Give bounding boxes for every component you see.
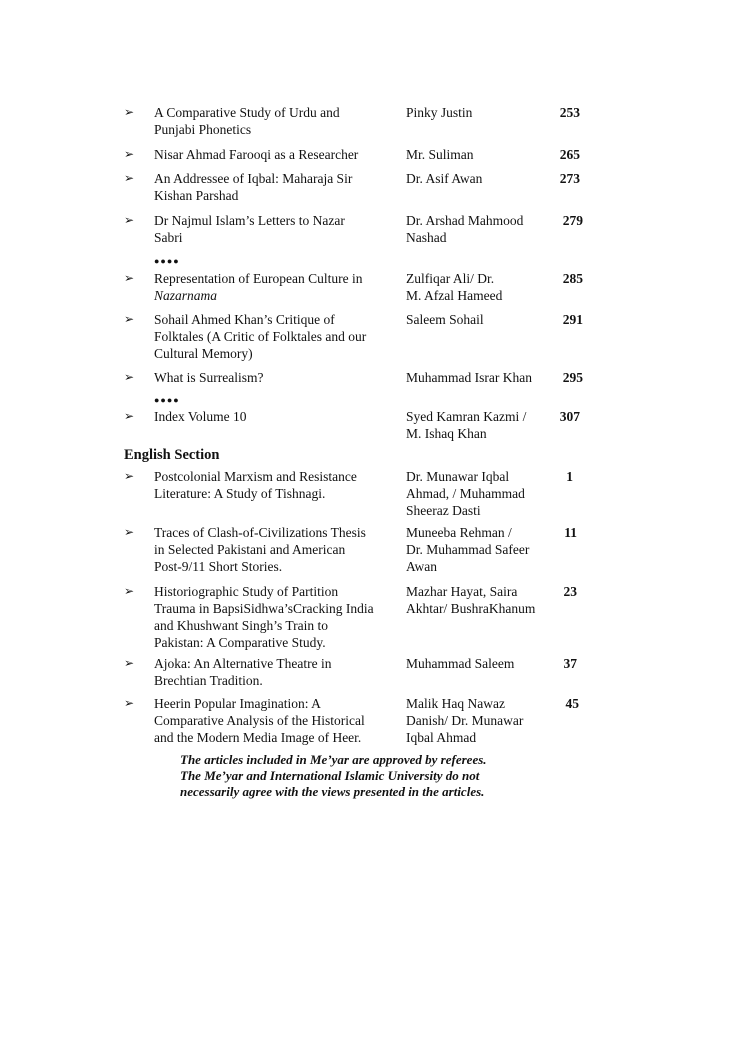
entry-author-line: Malik Haq Nawaz	[406, 696, 505, 711]
entry-author-line: Sheeraz Dasti	[406, 503, 481, 518]
entry-author-line: M. Ishaq Khan	[406, 426, 487, 441]
entry-page-number: 45	[565, 696, 579, 711]
entry-author-line: Dr. Munawar Iqbal	[406, 469, 510, 484]
entry-title-line: Dr Najmul Islam’s Letters to Nazar	[154, 213, 345, 228]
entry-title-line: Heerin Popular Imagination: A	[154, 696, 321, 711]
bullet-arrow-icon: ➢	[124, 696, 135, 710]
bullet-arrow-icon: ➢	[124, 213, 135, 227]
entry-title-line: Folktales (A Critic of Folktales and our	[154, 329, 367, 344]
bullet-arrow-icon: ➢	[124, 409, 135, 423]
entry-title-line: Literature: A Study of Tishnagi.	[154, 486, 326, 501]
entry-author-line: Saleem Sohail	[406, 312, 484, 327]
entry-page-number: 307	[559, 409, 580, 424]
entry-author-line: Danish/ Dr. Munawar	[406, 713, 524, 728]
entry-page-number: 295	[562, 370, 583, 385]
entry-title-line: Comparative Analysis of the Historical	[154, 713, 365, 728]
note-line: The Me’yar and International Islamic University do not	[180, 768, 480, 783]
bullet-arrow-icon: ➢	[124, 171, 135, 185]
entry-page-number: 273	[559, 171, 580, 186]
entry-author-line: Iqbal Ahmad	[406, 730, 477, 745]
entry-title-line: Kishan Parshad	[154, 188, 239, 203]
entry-title-line: Index Volume 10	[154, 409, 247, 424]
entry-author-line: Dr. Arshad Mahmood	[406, 213, 524, 228]
entry-page-number: 285	[562, 271, 583, 286]
bullet-arrow-icon: ➢	[124, 584, 135, 598]
entry-author-line: M. Afzal Hameed	[406, 288, 503, 303]
entry-author-line: Zulfiqar Ali/ Dr.	[406, 271, 495, 286]
bullet-arrow-icon: ➢	[124, 525, 135, 539]
entry-page-number: 1	[566, 469, 573, 484]
entry-page-number: 291	[562, 312, 583, 327]
note-line: necessarily agree with the views presented in the articles.	[180, 784, 485, 799]
entry-author-line: Dr. Muhammad Safeer	[406, 542, 530, 557]
entry-author-line: Dr. Asif Awan	[406, 171, 483, 186]
entry-title-line: Historiographic Study of Partition	[154, 584, 339, 599]
bullet-arrow-icon: ➢	[124, 370, 135, 384]
entry-title-line: What is Surrealism?	[154, 370, 264, 385]
entry-title-line: and Khushwant Singh’s Train to	[154, 618, 329, 633]
entry-title-line: Traces of Clash-of-Civilizations Thesis	[154, 525, 366, 540]
entry-title-line: Pakistan: A Comparative Study.	[154, 635, 326, 650]
bullet-arrow-icon: ➢	[124, 105, 135, 119]
entry-author-line: Muhammad Saleem	[406, 656, 515, 671]
entry-title-line: Representation of European Culture in	[154, 271, 363, 286]
entry-title-line: in Selected Pakistani and American	[154, 542, 346, 557]
entry-title-line: Sabri	[154, 230, 183, 245]
separator-dots: ●●●●	[154, 256, 180, 266]
entry-title-line: and the Modern Media Image of Heer.	[154, 730, 362, 745]
entry-title-line: Nazarnama	[154, 288, 218, 303]
separator-dots: ●●●●	[154, 395, 180, 405]
entry-title-line: Ajoka: An Alternative Theatre in	[154, 656, 332, 671]
entry-title-line: Sohail Ahmed Khan’s Critique of	[154, 312, 335, 327]
entry-author-line: Awan	[406, 559, 438, 574]
entry-title-line: Post-9/11 Short Stories.	[154, 559, 283, 574]
entry-author-line: Syed Kamran Kazmi /	[406, 409, 527, 424]
note-line: The articles included in Me’yar are approved by referees.	[180, 752, 487, 767]
entry-author-line: Akhtar/ BushraKhanum	[406, 601, 536, 616]
entry-page-number: 265	[559, 147, 580, 162]
bullet-arrow-icon: ➢	[124, 147, 135, 161]
entry-author-line: Muneeba Rehman /	[406, 525, 512, 540]
entry-page-number: 253	[559, 105, 580, 120]
bullet-arrow-icon: ➢	[124, 656, 135, 670]
entry-page-number: 11	[564, 525, 577, 540]
entry-title-line: Cultural Memory)	[154, 346, 253, 361]
entry-title-line: Punjabi Phonetics	[154, 122, 252, 137]
entry-author-line: Nashad	[406, 230, 447, 245]
entry-title-line: Trauma in BapsiSidhwa’sCracking India	[154, 601, 374, 616]
entry-author-line: Muhammad Israr Khan	[406, 370, 532, 385]
entry-title-line: An Addressee of Iqbal: Maharaja Sir	[154, 171, 353, 186]
entry-page-number: 23	[563, 584, 577, 599]
entry-page-number: 37	[563, 656, 577, 671]
entry-title-line: A Comparative Study of Urdu and	[154, 105, 340, 120]
referee-note	[180, 752, 560, 800]
entry-author-line: Ahmad, / Muhammad	[406, 486, 525, 501]
entry-author-line: Mr. Suliman	[406, 147, 474, 162]
entry-title-line: Brechtian Tradition.	[154, 673, 263, 688]
entry-title-line: Postcolonial Marxism and Resistance	[154, 469, 357, 484]
entry-author-line: Pinky Justin	[406, 105, 473, 120]
entry-page-number: 279	[562, 213, 583, 228]
bullet-arrow-icon: ➢	[124, 271, 135, 285]
bullet-arrow-icon: ➢	[124, 312, 135, 326]
entry-author-line: Mazhar Hayat, Saira	[406, 584, 518, 599]
bullet-arrow-icon: ➢	[124, 469, 135, 483]
english-section-heading: English Section	[124, 447, 220, 463]
entry-title-line: Nisar Ahmad Farooqi as a Researcher	[154, 147, 359, 162]
